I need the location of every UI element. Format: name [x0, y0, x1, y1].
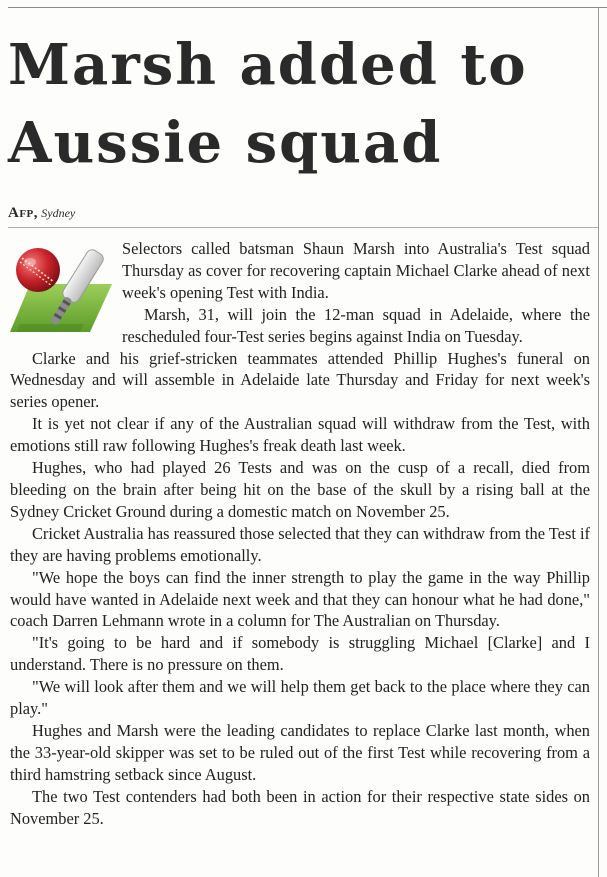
paragraph: Selectors called batsman Shaun Marsh into Australia's Test squad Thursday as cover for recovering captain Michael Clarke ahead of next week's opening Test with India.: [122, 239, 590, 302]
paragraph: "It's going to be hard and if somebody is struggling Michael [Clarke] and I understand. There is no pressure on them.: [10, 633, 590, 675]
byline-city: Sydney: [41, 206, 76, 220]
byline: [8, 205, 75, 222]
paragraph: It is yet not clear if any of the Australian squad will withdraw from the Test, with emotions still raw following Hughes's freak death last week.: [10, 414, 590, 456]
headline: Marsh added to Aussie squad: [8, 32, 528, 176]
article-body: [10, 238, 590, 829]
paragraph: "We will look after them and we will help them get back to the place where they can play.": [10, 677, 590, 719]
column-rule: [598, 8, 599, 877]
paragraph: Marsh, 31, will join the 12-man squad in Adelaide, where the rescheduled four-Test series begins against India on Tuesday.: [122, 304, 590, 346]
paragraph: Clarke and his grief-stricken teammates attended Phillip Hughes's funeral on Wednesday and will assemble in Adelaide late Thursday and Friday for next week's series opener.: [10, 348, 590, 412]
byline-rule: [8, 227, 598, 228]
top-rule: [8, 7, 607, 8]
paragraph: Hughes, who had played 26 Tests and was on the cusp of a recall, died from bleeding on the brain after being hit on the base of the skull by a rising ball at the Sydney Cricket Ground during a domestic match on November 25.: [10, 458, 590, 521]
paragraph: The two Test contenders had both been in action for their respective state sides on November 25.: [10, 786, 590, 828]
paragraph: Cricket Australia has reassured those selected that they can withdraw from the Test if they are having problems emotionally.: [10, 523, 590, 565]
paragraph: Hughes and Marsh were the leading candidates to replace Clarke last month, when the 33-year-old skipper was set to be ruled out of the first Test while recovering from a third hamstring setback since August.: [10, 720, 590, 784]
paragraph: "We hope the boys can find the inner strength to play the game in the way Phillip would have wanted in Adelaide next week and that they can honour what he had done," coach Darren Lehmann wrote in a column for The Australian on Thursday.: [10, 567, 590, 631]
byline-agency: Afp,: [8, 205, 39, 221]
